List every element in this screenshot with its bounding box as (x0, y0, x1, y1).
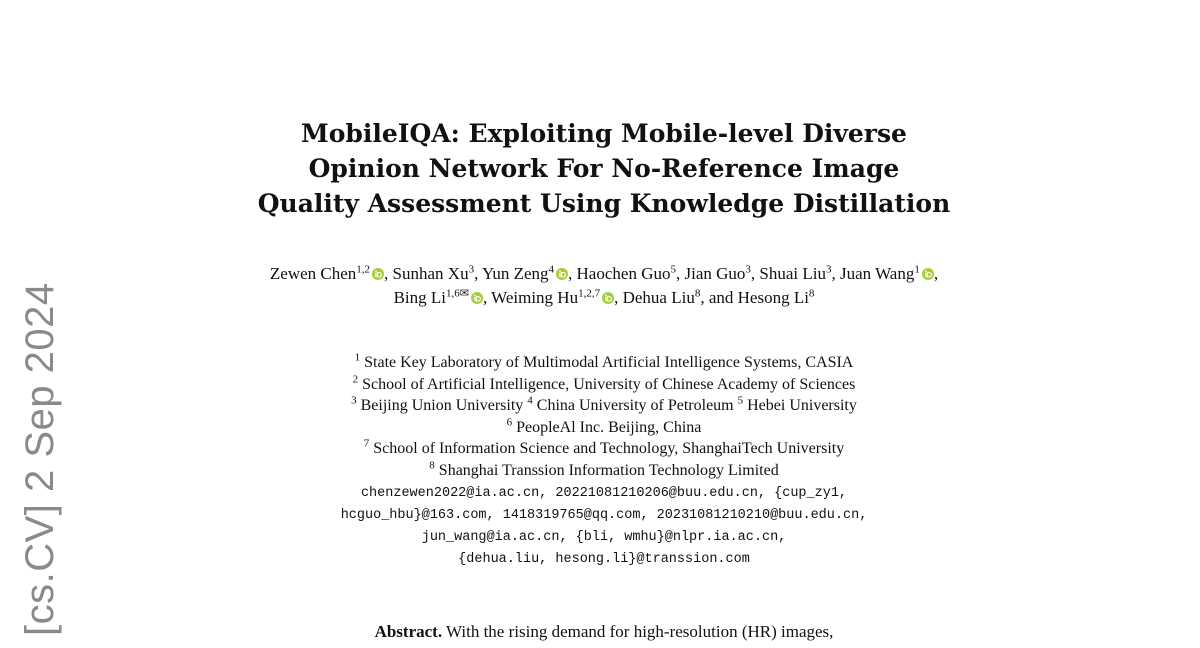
author-separator: , (482, 288, 492, 307)
orcid-icon[interactable] (602, 292, 614, 304)
affiliation-text: PeopleAl Inc. Beijing, China (516, 418, 702, 436)
author (270, 264, 384, 283)
orcid-icon[interactable] (922, 268, 934, 280)
author-name: Yun Zeng (481, 264, 549, 283)
affiliation-line (240, 395, 968, 417)
author-name: Hesong Li (737, 288, 809, 307)
orcid-icon[interactable] (556, 268, 568, 280)
author-name: Dehua Liu (622, 288, 695, 307)
affiliation-text: School of Information Science and Technology, ShanghaiTech University (373, 440, 845, 457)
author-affiliation-marker: 3 (745, 263, 751, 276)
author (738, 288, 815, 307)
author-name: Zewen Chen (269, 264, 357, 283)
title-line: Opinion Network For No-Reference Image (308, 154, 900, 183)
author (482, 264, 568, 283)
author (394, 288, 483, 307)
author-separator: , (831, 264, 840, 283)
affiliation-number: 2 (352, 373, 359, 386)
author-list (252, 262, 956, 310)
email-list (240, 483, 968, 571)
author-separator: , and (700, 288, 738, 307)
author-affiliation-marker: 4 (548, 263, 555, 276)
author-affiliation-marker: 1,2,7 (578, 287, 601, 300)
author (684, 264, 750, 283)
author-separator: , (933, 264, 939, 283)
email-line: {dehua.liu, hesong.li}@transsion.com (458, 552, 750, 567)
author-separator: , (750, 264, 760, 283)
author (759, 264, 831, 283)
affiliation-text: Hebei University (747, 397, 857, 414)
abstract-label: Abstract. (374, 622, 443, 641)
affiliation-number: 1 (354, 351, 361, 364)
author-separator: , (384, 264, 393, 283)
email-line: jun_wang@ia.ac.cn, {bli, wmhu}@nlpr.ia.ac.cn, (421, 530, 787, 545)
author-affiliation-marker: 1,6✉ (445, 287, 469, 300)
affiliation-line (240, 352, 968, 374)
paper-title (240, 116, 968, 221)
author-name: Bing Li (393, 288, 446, 307)
author-separator: , (675, 264, 685, 283)
affiliation-line (240, 438, 968, 460)
affiliation-line (240, 460, 968, 482)
title-line: MobileIQA: Exploiting Mobile-level Diverse (301, 119, 907, 148)
affiliation-number: 6 (506, 416, 513, 429)
author-separator: , (474, 264, 482, 283)
title-line: Quality Assessment Using Knowledge Distillation (257, 189, 951, 218)
author-affiliation-marker: 3 (468, 263, 475, 276)
author (393, 264, 475, 283)
author-name: Haochen Guo (576, 264, 671, 283)
abstract (300, 619, 908, 644)
orcid-icon[interactable] (372, 268, 384, 280)
author-affiliation-marker: 5 (670, 263, 676, 276)
author (623, 288, 701, 307)
affiliation-line (240, 417, 968, 439)
arxiv-side-stamp: [cs.CV] 2 Sep 2024 (18, 282, 62, 636)
affiliation-text: China University of Petroleum (536, 397, 734, 414)
author-affiliation-marker: 1 (914, 263, 920, 276)
affiliation-text: State Key Laboratory of Multimodal Artificial Intelligence Systems, CASIA (364, 354, 854, 371)
affiliation-list (240, 352, 968, 481)
abstract-text: With the rising demand for high-resolution (HR) images, (442, 622, 834, 641)
author (491, 288, 614, 307)
author (840, 264, 934, 283)
affiliation-number: 3 (351, 394, 357, 407)
affiliation-text: Shanghai Transsion Information Technology Limited (438, 461, 779, 479)
affiliation-number: 4 (527, 394, 533, 407)
author-separator: , (614, 288, 623, 307)
author-name: Sunhan Xu (392, 264, 469, 283)
affiliation-number: 8 (429, 459, 435, 472)
affiliation-text: School of Artificial Intelligence, University of Chinese Academy of Sciences (362, 375, 856, 393)
email-line: chenzewen2022@ia.ac.cn, 20221081210206@buu.edu.cn, {cup_zy1, (360, 486, 848, 501)
author (577, 264, 676, 283)
affiliation-line (240, 374, 968, 396)
author-affiliation-marker: 8 (808, 287, 815, 300)
affiliation-text: Beijing Union University (360, 397, 524, 414)
affiliation-number: 7 (363, 437, 370, 450)
author-name: Shuai Liu (759, 264, 826, 283)
author-name: Juan Wang (840, 264, 915, 283)
author-separator: , (568, 264, 577, 283)
author-name: Weiming Hu (491, 288, 579, 307)
email-line: hcguo_hbu}@163.com, 1418319765@qq.com, 20231081210210@buu.edu.cn, (340, 508, 868, 523)
author-affiliation-marker: 3 (826, 263, 832, 276)
author-name: Jian Guo (684, 264, 746, 283)
orcid-icon[interactable] (471, 292, 483, 304)
author-affiliation-marker: 8 (694, 287, 701, 300)
author-affiliation-marker: 1,2 (356, 263, 371, 276)
affiliation-number: 5 (737, 394, 744, 407)
